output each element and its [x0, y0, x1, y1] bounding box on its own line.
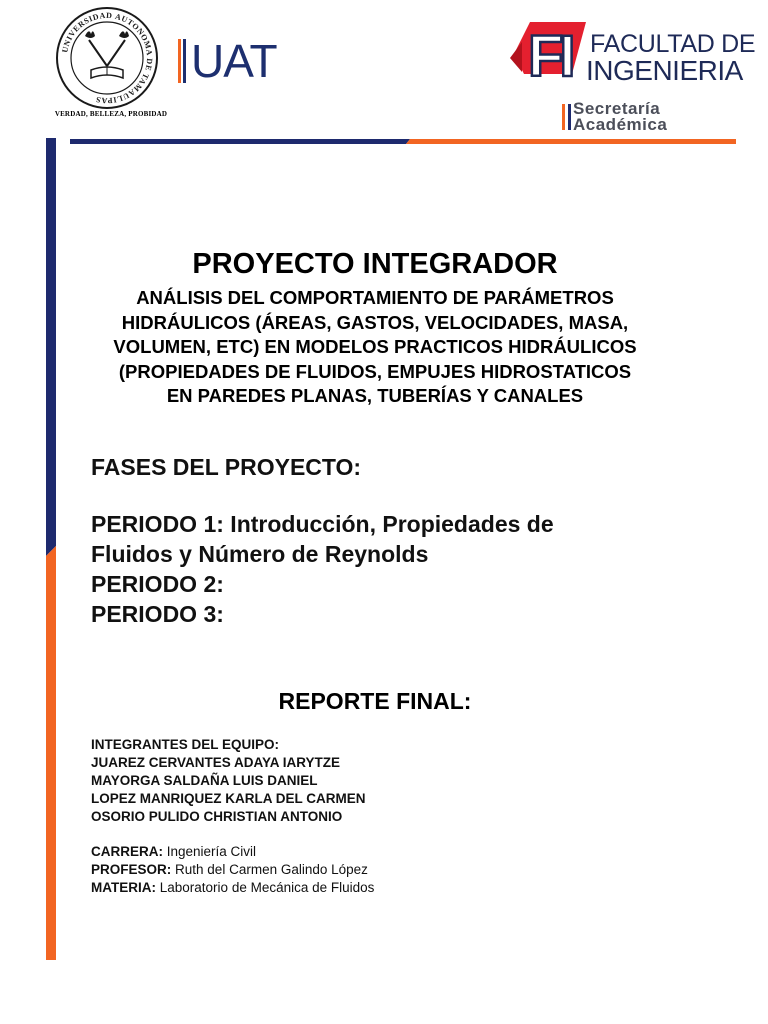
career-value: Ingeniería Civil: [166, 844, 257, 859]
fi-logo-letters: FI: [528, 24, 572, 89]
period-line: PERIODO 3:: [91, 601, 224, 627]
uat-navy-bar: [183, 39, 186, 83]
subtitle-line: VOLUMEN, ETC) EN MODELOS PRACTICOS HIDRÁULICOS: [113, 336, 637, 357]
uat-wordmark: UAT: [191, 35, 277, 87]
subject-value: Laboratorio de Mecánica de Fluidos: [159, 880, 375, 895]
period-line: PERIODO 1: Introducción, Propiedades de: [91, 511, 554, 537]
subtitle-line: EN PAREDES PLANAS, TUBERÍAS Y CANALES: [166, 385, 584, 406]
team-member: OSORIO PULIDO CHRISTIAN ANTONIO: [91, 809, 343, 824]
uat-logo: [178, 36, 277, 86]
document-title: PROYECTO INTEGRADOR: [192, 248, 558, 280]
secretaria-line1: Secretaría: [573, 99, 661, 118]
faculty-line1: FACULTAD DE: [590, 30, 756, 58]
period-line: Fluidos y Número de Reynolds: [91, 541, 429, 567]
subject-row: [91, 879, 374, 897]
university-seal-logo: [55, 6, 159, 110]
professor-label: PROFESOR:: [91, 862, 172, 877]
subtitle-line: (PROPIEDADES DE FLUIDOS, EMPUJES HIDROSTATICOS: [118, 360, 632, 382]
fi-logo: [510, 14, 588, 90]
header-divider-line: [70, 139, 736, 144]
final-report-heading: REPORTE FINAL:: [278, 688, 472, 714]
professor-value: Ruth del Carmen Galindo López: [175, 862, 368, 877]
team-heading: INTEGRANTES DEL EQUIPO:: [91, 737, 280, 752]
subject-label: MATERIA:: [91, 880, 156, 895]
secretaria-line2: Académica: [573, 115, 668, 134]
team-member: JUAREZ CERVANTES ADAYA IARYTZE: [91, 755, 341, 770]
info-section: [91, 843, 374, 897]
career-label: CARRERA:: [91, 844, 163, 859]
svg-text:UNIVERSIDAD AUTONOMA DE TAMAUL: UNIVERSIDAD AUTONOMA DE TAMAULIPAS: [60, 10, 155, 106]
periods-list: [91, 509, 554, 629]
seal-motto: VERDAD, BELLEZA, PROBIDAD: [54, 110, 168, 118]
uat-orange-bar: [178, 39, 181, 83]
subtitle-line: HIDRÁULICOS (ÁREAS, GASTOS, VELOCIDADES, MASA,: [121, 311, 629, 333]
document-subtitle: [92, 286, 658, 409]
professor-row: [91, 861, 374, 879]
team-member: MAYORGA SALDAÑA LUIS DANIEL: [91, 773, 318, 788]
team-section: [91, 736, 366, 826]
period-line: PERIODO 2:: [91, 571, 224, 597]
phases-heading: FASES DEL PROYECTO:: [91, 454, 362, 480]
subtitle-line: ANÁLISIS DEL COMPORTAMIENTO DE PARÁMETROS: [136, 287, 614, 308]
career-row: [91, 843, 374, 861]
team-member: LOPEZ MANRIQUEZ KARLA DEL CARMEN: [91, 791, 366, 806]
faculty-line2: INGENIERIA: [586, 55, 743, 86]
